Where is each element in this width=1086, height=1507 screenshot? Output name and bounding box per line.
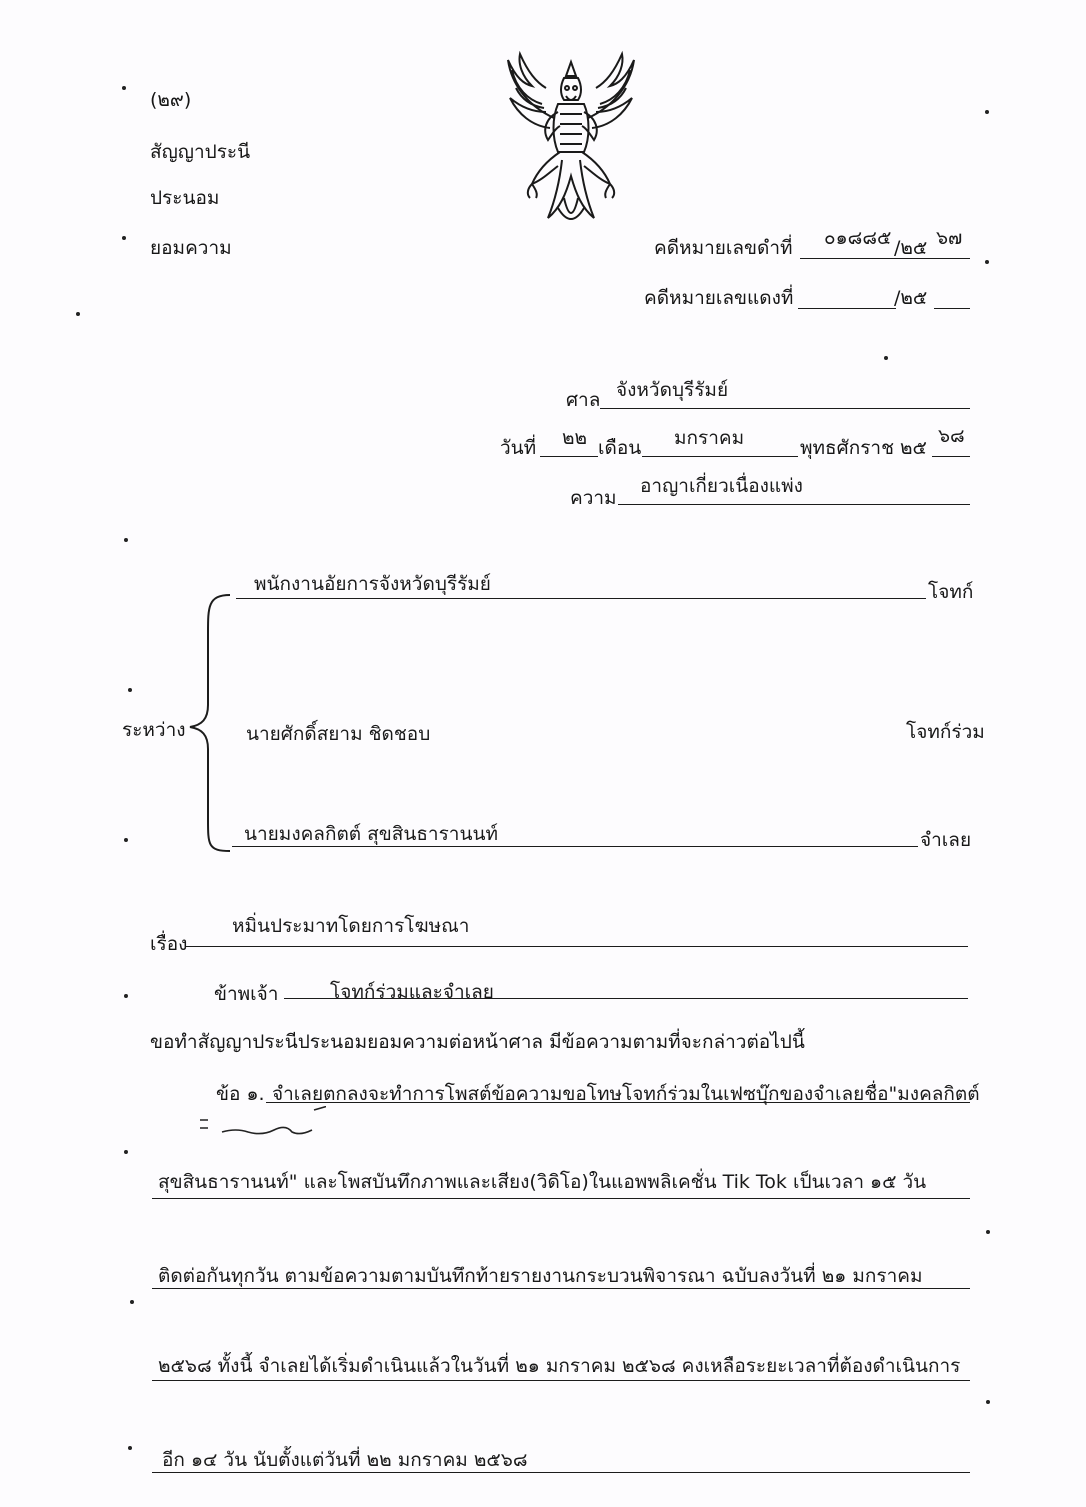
- black-case-year-prefix: /๒๕: [894, 237, 928, 259]
- form-title-line2: ประนอม: [150, 187, 220, 209]
- scan-speck: [986, 1400, 990, 1404]
- clause-1-line-1: จำเลยตกลงจะทำการโพสต์ข้อความขอโทษโจทก์ร่วมในเฟซบุ๊กของจำเลยชื่อ"มงคลกิตต์: [272, 1083, 980, 1105]
- scan-speck: [76, 312, 80, 316]
- scan-speck: [884, 356, 888, 360]
- clause-1-line-3: ติดต่อกันทุกวัน ตามข้อความตามบันทึกท้ายรายงานกระบวนพิจารณา ฉบับลงวันที่ ๒๑ มกราคม: [158, 1265, 923, 1287]
- defendant-role: จำเลย: [920, 829, 972, 851]
- black-case-year-value: ๖๗: [936, 227, 963, 249]
- scan-speck: [128, 688, 132, 692]
- scan-speck: [124, 1150, 128, 1154]
- year-value: ๖๘: [938, 425, 965, 447]
- scan-speck: [130, 1300, 134, 1304]
- scan-speck: [124, 538, 128, 542]
- form-title-line1: สัญญาประนี: [150, 141, 251, 163]
- case-type-label: ความ: [570, 487, 617, 509]
- co-plaintiff-name: นายศักดิ์สยาม ชิดชอบ: [246, 723, 431, 745]
- clause-1-line-5: อีก ๑๔ วัน นับตั้งแต่วันที่ ๒๒ มกราคม ๒๕๖๘: [162, 1449, 528, 1471]
- scan-speck: [122, 86, 126, 90]
- month-value: มกราคม: [674, 427, 745, 449]
- plaintiff-role: โจทก์: [928, 581, 974, 603]
- month-underline: [642, 456, 798, 457]
- day-label: วันที่: [500, 437, 537, 459]
- subject-label: เรื่อง: [150, 933, 188, 955]
- black-case-number-value: ๐๑๘๘๕: [824, 227, 892, 249]
- black-case-number-underline: [800, 258, 970, 259]
- subject-value: หมิ่นประมาทโดยการโฆษณา: [232, 915, 470, 937]
- garuda-emblem-icon: [502, 48, 640, 230]
- clause-1-line-4: ๒๕๖๘ ทั้งนี้ จำเลยได้เริ่มดำเนินแล้วในวันที่ ๒๑ มกราคม ๒๕๖๘ คงเหลือระยะเวลาที่ต้องดำเนินการ: [158, 1355, 961, 1377]
- era-label: พุทธศักราช ๒๕: [800, 437, 927, 459]
- clause-1-line-1-underline: [266, 1102, 970, 1103]
- plaintiff-underline: [236, 598, 926, 599]
- red-case-number-underline: [798, 308, 896, 309]
- court-label: ศาล: [566, 389, 601, 411]
- red-case-label: คดีหมายเลขแดงที่: [644, 287, 794, 309]
- court-underline: [600, 408, 970, 409]
- between-label: ระหว่าง: [122, 719, 186, 741]
- clause-1-line-5-underline: [152, 1472, 970, 1473]
- case-type-underline: [618, 504, 970, 505]
- clause-1-line-4-underline: [152, 1380, 970, 1381]
- defendant-underline: [232, 846, 918, 847]
- clause-1-line-3-underline: [152, 1288, 970, 1289]
- black-case-label: คดีหมายเลขดำที่: [654, 237, 793, 259]
- scan-speck: [122, 236, 126, 240]
- co-plaintiff-role: โจทก์ร่วม: [906, 721, 985, 743]
- plaintiff-name: พนักงานอัยการจังหวัดบุรีรัมย์: [254, 573, 491, 595]
- year-underline: [932, 456, 970, 457]
- pen-scribble-mark: [196, 1106, 326, 1146]
- defendant-name: นายมงคลกิตต์ สุขสินธารานนท์: [244, 823, 498, 845]
- scan-speck: [985, 110, 989, 114]
- scan-speck: [128, 1446, 132, 1450]
- clause-1-line-2-underline: [152, 1198, 970, 1199]
- scan-speck: [124, 838, 128, 842]
- scan-speck: [124, 994, 128, 998]
- declarant-label: ข้าพเจ้า: [214, 983, 279, 1005]
- case-type-value: อาญาเกี่ยวเนื่องแพ่ง: [640, 475, 803, 497]
- scan-speck: [985, 260, 989, 264]
- clause-1-line-2: สุขสินธารานนท์" และโพสบันทึกภาพและเสียง(วิดิโอ)ในแอพพลิเคชั่น Tik Tok เป็นเวลา ๑๕ วัน: [158, 1171, 927, 1193]
- red-case-year-underline: [934, 308, 970, 309]
- court-value: จังหวัดบุรีรัมย์: [616, 379, 729, 401]
- day-value: ๒๒: [562, 427, 588, 449]
- month-label: เดือน: [598, 437, 642, 459]
- form-number: (๒๙): [150, 89, 192, 111]
- declarant-value: โจทก์ร่วมและจำเลย: [330, 981, 494, 1003]
- form-title-line3: ยอมความ: [150, 237, 232, 259]
- scan-speck: [986, 1230, 990, 1234]
- clause-1-label: ข้อ ๑.: [216, 1083, 265, 1105]
- subject-underline: [186, 946, 968, 947]
- parties-brace: [184, 593, 234, 853]
- agreement-intro: ขอทำสัญญาประนีประนอมยอมความต่อหน้าศาล มีข้อความตามที่จะกล่าวต่อไปนี้: [150, 1031, 805, 1053]
- day-underline: [540, 456, 598, 457]
- red-case-year-prefix: /๒๕: [894, 287, 928, 309]
